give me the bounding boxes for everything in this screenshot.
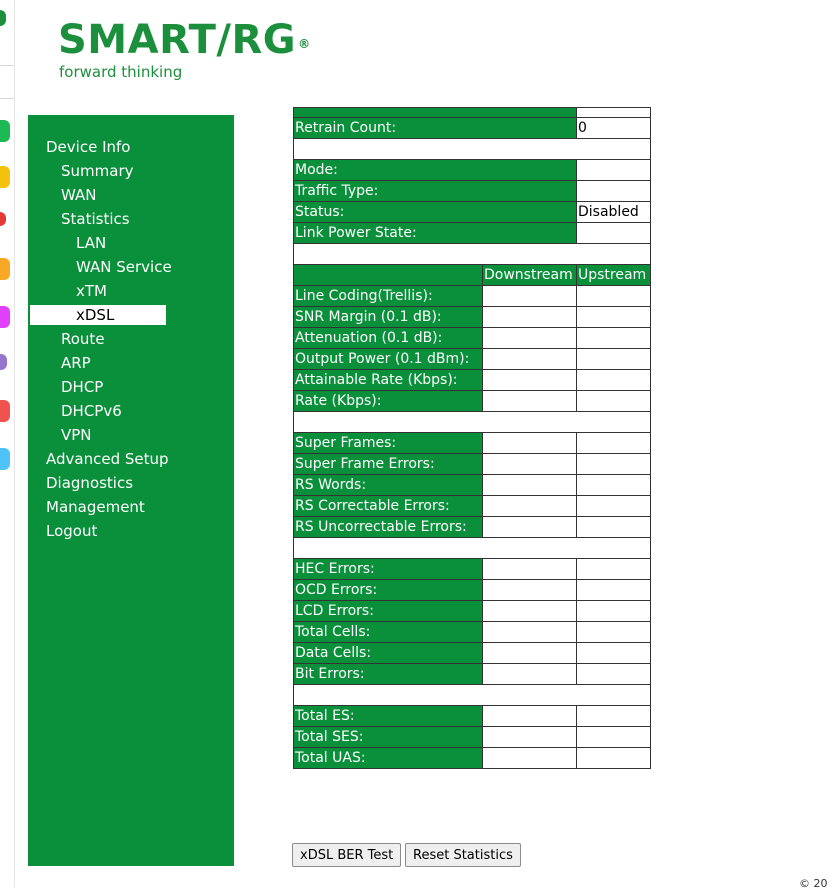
table-row: [294, 181, 651, 202]
upstream-value: [577, 496, 651, 517]
side-app-icon[interactable]: [0, 258, 10, 280]
downstream-value: [483, 622, 577, 643]
upstream-value: [577, 643, 651, 664]
stat-label: OCD Errors:: [294, 580, 483, 601]
stat-label: Data Cells:: [294, 643, 483, 664]
nav-management[interactable]: Management: [46, 498, 145, 516]
side-app-icon[interactable]: [0, 400, 10, 422]
table-row: [294, 559, 651, 580]
downstream-value: [483, 643, 577, 664]
stat-label: Link Power State:: [294, 223, 577, 244]
side-divider: [0, 98, 14, 99]
downstream-value: [483, 307, 577, 328]
table-row: [294, 496, 651, 517]
table-row: [294, 475, 651, 496]
downstream-value: [483, 496, 577, 517]
stat-label: Attenuation (0.1 dB):: [294, 328, 483, 349]
table-row: [294, 601, 651, 622]
table-row: [294, 286, 651, 307]
upstream-value: [577, 748, 651, 769]
upstream-value: [577, 559, 651, 580]
upstream-value: [577, 706, 651, 727]
upstream-value: [577, 307, 651, 328]
registered-mark: ®: [298, 37, 311, 51]
table-row: [294, 370, 651, 391]
table-row: [294, 160, 651, 181]
table-row: [294, 706, 651, 727]
xdsl-statistics-panel: [293, 107, 651, 769]
table-row: [294, 643, 651, 664]
table-row: [294, 664, 651, 685]
stat-value: [577, 223, 651, 244]
stat-label: Mode:: [294, 160, 577, 181]
stat-label: HEC Errors:: [294, 559, 483, 580]
nav-dhcpv6[interactable]: DHCPv6: [61, 402, 122, 420]
side-app-icon[interactable]: [0, 448, 10, 470]
nav-xdsl[interactable]: xDSL: [30, 305, 166, 325]
side-app-icon[interactable]: [0, 354, 7, 370]
stat-label: Traffic Type:: [294, 181, 577, 202]
table-row: [294, 580, 651, 601]
stat-value: [577, 160, 651, 181]
nav-device-info[interactable]: Device Info: [46, 138, 131, 156]
brand-tagline: forward thinking: [59, 63, 183, 81]
nav-wan[interactable]: WAN: [61, 186, 97, 204]
xdsl-ber-test-button[interactable]: xDSL BER Test: [292, 843, 401, 867]
stat-label: Total UAS:: [294, 748, 483, 769]
downstream-value: [483, 580, 577, 601]
upstream-value: [577, 622, 651, 643]
spacer-cell: [294, 538, 651, 559]
upstream-header: Upstream: [577, 265, 651, 286]
downstream-value: [483, 748, 577, 769]
table-row: [294, 622, 651, 643]
spacer-row: [294, 685, 651, 706]
side-app-icon: [0, 10, 6, 26]
nav-lan[interactable]: LAN: [76, 234, 107, 252]
stat-label: Super Frames:: [294, 433, 483, 454]
browser-side-border: [14, 0, 15, 887]
spacer-cell: [294, 412, 651, 433]
sidebar-nav: [28, 135, 234, 543]
upstream-value: [577, 727, 651, 748]
table-row: [294, 202, 651, 223]
stat-label: RS Words:: [294, 475, 483, 496]
side-app-icon[interactable]: [0, 166, 10, 188]
brand-logo: [58, 18, 311, 81]
upstream-value: [577, 370, 651, 391]
stat-value: [577, 181, 651, 202]
table-row: [294, 454, 651, 475]
brand-wordmark: SMART/RG ®: [58, 17, 311, 63]
nav-advanced-setup[interactable]: Advanced Setup: [46, 450, 169, 468]
downstream-value: [483, 664, 577, 685]
stat-value: Disabled: [577, 202, 651, 223]
nav-dhcp[interactable]: DHCP: [61, 378, 104, 396]
nav-arp[interactable]: ARP: [61, 354, 91, 372]
copyright-text: © 20: [799, 877, 828, 890]
stat-label: Rate (Kbps):: [294, 391, 483, 412]
spacer-cell: [294, 139, 651, 160]
spacer-row: [294, 139, 651, 160]
nav-route[interactable]: Route: [61, 330, 105, 348]
nav-logout[interactable]: Logout: [46, 522, 98, 540]
upstream-value: [577, 328, 651, 349]
table-row: [294, 223, 651, 244]
downstream-value: [483, 727, 577, 748]
downstream-value: [483, 601, 577, 622]
upstream-value: [577, 349, 651, 370]
upstream-value: [577, 454, 651, 475]
header-blank: [294, 265, 483, 286]
table-row: [294, 307, 651, 328]
downstream-value: [483, 475, 577, 496]
stat-value: 0: [577, 118, 651, 139]
spacer-cell: [294, 685, 651, 706]
downstream-value: [483, 286, 577, 307]
table-row: [294, 433, 651, 454]
stat-label: [294, 108, 577, 118]
stat-label: Retrain Count:: [294, 118, 577, 139]
upstream-value: [577, 475, 651, 496]
spacer-cell: [294, 244, 651, 265]
downstream-value: [483, 706, 577, 727]
downstream-value: [483, 433, 577, 454]
table-row: [294, 118, 651, 139]
stat-label: Attainable Rate (Kbps):: [294, 370, 483, 391]
stat-label: RS Correctable Errors:: [294, 496, 483, 517]
stat-label: LCD Errors:: [294, 601, 483, 622]
upstream-value: [577, 286, 651, 307]
nav-statistics[interactable]: Statistics: [61, 210, 130, 228]
stat-label: Bit Errors:: [294, 664, 483, 685]
table-row: [294, 517, 651, 538]
nav-summary[interactable]: Summary: [61, 162, 134, 180]
side-app-icon[interactable]: [0, 120, 10, 142]
downstream-value: [483, 454, 577, 475]
table-row: [294, 748, 651, 769]
nav-xtm[interactable]: xTM: [76, 282, 107, 300]
upstream-value: [577, 664, 651, 685]
table-row: [294, 727, 651, 748]
upstream-value: [577, 580, 651, 601]
side-app-icon[interactable]: [0, 306, 10, 328]
table-header-row: [294, 265, 651, 286]
downstream-header: Downstream: [483, 265, 577, 286]
stat-label: Total ES:: [294, 706, 483, 727]
table-row: [294, 328, 651, 349]
downstream-value: [483, 328, 577, 349]
stat-label: Output Power (0.1 dBm):: [294, 349, 483, 370]
reset-statistics-button[interactable]: Reset Statistics: [405, 843, 521, 867]
upstream-value: [577, 391, 651, 412]
stat-label: Line Coding(Trellis):: [294, 286, 483, 307]
stat-value: [577, 108, 651, 118]
xdsl-statistics-table: [293, 107, 651, 769]
downstream-value: [483, 391, 577, 412]
spacer-row: [294, 538, 651, 559]
side-divider: [0, 65, 14, 66]
spacer-row: [294, 244, 651, 265]
table-row: [294, 391, 651, 412]
nav-wan-service[interactable]: WAN Service: [76, 258, 172, 276]
stat-label: Super Frame Errors:: [294, 454, 483, 475]
sidebar: [28, 115, 234, 866]
stat-label: RS Uncorrectable Errors:: [294, 517, 483, 538]
nav-diagnostics[interactable]: Diagnostics: [46, 474, 134, 492]
table-row: [294, 108, 651, 118]
stat-label: Status:: [294, 202, 577, 223]
stat-label: Total Cells:: [294, 622, 483, 643]
upstream-value: [577, 601, 651, 622]
upstream-value: [577, 517, 651, 538]
upstream-value: [577, 433, 651, 454]
nav-vpn[interactable]: VPN: [61, 426, 92, 444]
browser-side-strip: [0, 0, 14, 887]
downstream-value: [483, 517, 577, 538]
spacer-row: [294, 412, 651, 433]
table-row: [294, 349, 651, 370]
downstream-value: [483, 559, 577, 580]
downstream-value: [483, 370, 577, 391]
side-app-icon[interactable]: [0, 212, 6, 226]
stat-label: SNR Margin (0.1 dB):: [294, 307, 483, 328]
stat-label: Total SES:: [294, 727, 483, 748]
downstream-value: [483, 349, 577, 370]
